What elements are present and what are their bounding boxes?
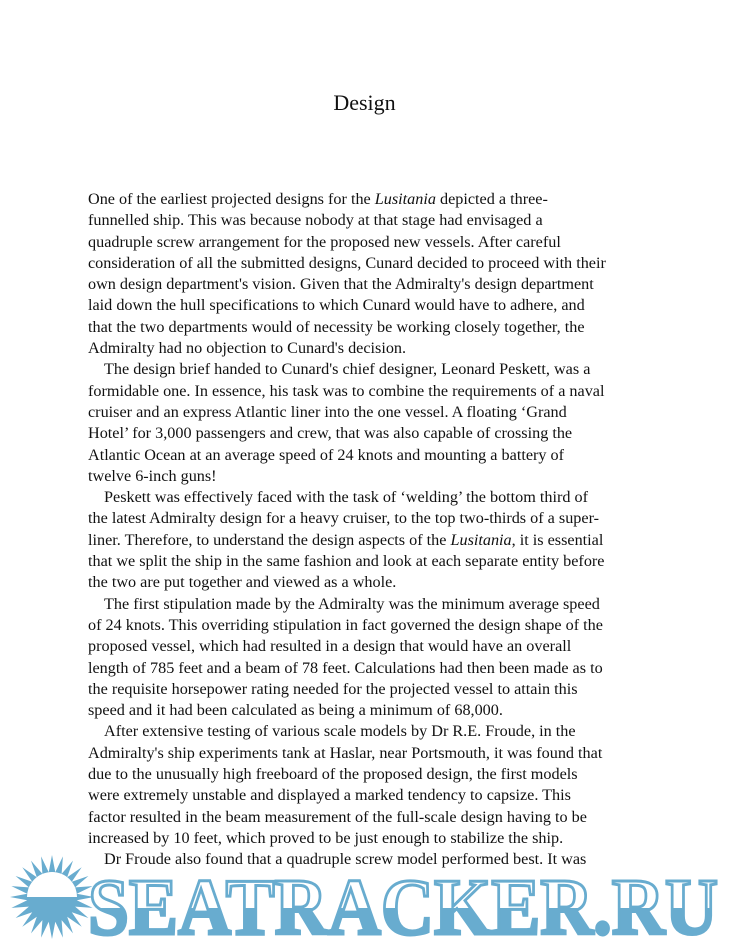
text-line [88, 551, 708, 572]
text-segment: The design brief handed to Cunard's chief designer, Leonard Peskett, was a [104, 360, 591, 379]
text-line [88, 487, 708, 508]
text-line [88, 402, 708, 423]
text-line [88, 295, 708, 316]
text-segment: factor resulted in the beam measurement of the full-scale design having to be [88, 807, 587, 826]
text-segment: the two are put together and viewed as a whole. [88, 573, 397, 592]
text-line [88, 764, 708, 785]
text-segment: twelve 6-inch guns! [88, 466, 217, 485]
text-segment: own design department's vision. Given that the Admiralty's design department [88, 275, 594, 294]
text-line [88, 210, 708, 231]
text-segment: , it is essential [511, 530, 604, 549]
text-segment: cruiser and an express Atlantic liner into the one vessel. A floating ‘Grand [88, 402, 567, 421]
paragraph [88, 721, 708, 849]
italic-ship-name: Lusitania [450, 530, 512, 549]
text-line [88, 359, 708, 380]
text-segment: The first stipulation made by the Admiralty was the minimum average speed [104, 594, 600, 613]
text-segment: consideration of all the submitted designs, Cunard decided to proceed with their [88, 253, 606, 272]
text-segment: of 24 knots. This overriding stipulation in fact governed the design shape of the [88, 615, 603, 634]
text-line [88, 828, 708, 849]
text-line [88, 658, 708, 679]
text-segment: increased by 10 feet, which proved to be just enough to stabilize the ship. [88, 828, 564, 847]
text-segment: the requisite horsepower rating needed for the projected vessel to attain this [88, 679, 578, 698]
text-line [88, 189, 708, 210]
text-segment: laid down the hull specifications to which Cunard would have to adhere, and [88, 296, 585, 315]
text-line [88, 572, 708, 593]
paragraph [88, 487, 708, 593]
text-line [88, 721, 708, 742]
text-segment: the latest Admiralty design for a heavy cruiser, to the top two-thirds of a super- [88, 509, 600, 528]
document-body [88, 189, 708, 871]
text-line [88, 700, 708, 721]
watermark [0, 854, 729, 940]
text-segment: Admiralty had no objection to Cunard's decision. [88, 339, 407, 358]
text-segment: Admiralty's ship experiments tank at Haslar, near Portsmouth, it was found that [88, 743, 603, 762]
text-line [88, 445, 708, 466]
text-line [88, 338, 708, 359]
text-line [88, 743, 708, 764]
text-segment: liner. Therefore, to understand the design aspects of the [88, 530, 451, 549]
text-line [88, 636, 708, 657]
text-segment: Atlantic Ocean at an average speed of 24 knots and mounting a battery of [88, 445, 565, 464]
text-line [88, 317, 708, 338]
text-segment: length of 785 feet and a beam of 78 feet. Calculations had then been made as to [88, 658, 603, 677]
text-line [88, 253, 708, 274]
text-segment: Peskett was effectively faced with the task of ‘welding’ the bottom third of [104, 488, 588, 507]
sun-logo-icon [10, 855, 94, 939]
text-segment: proposed vessel, which had resulted in a design that would have an overall [88, 637, 572, 656]
text-segment: were extremely unstable and displayed a marked tendency to capsize. This [88, 786, 571, 805]
text-segment: Dr Froude also found that a quadruple screw model performed best. It was [104, 850, 587, 869]
text-segment: speed and it had been calculated as being a minimum of 68,000. [88, 701, 503, 720]
italic-ship-name: Lusitania [374, 190, 436, 208]
page-title: Design [333, 90, 396, 115]
text-line [88, 615, 708, 636]
text-line [88, 466, 708, 487]
text-segment: due to the unusually high freeboard of the proposed design, the first models [88, 765, 578, 784]
text-line [88, 785, 708, 806]
text-line [88, 508, 708, 529]
text-segment: One of the earliest projected designs for the [88, 190, 375, 208]
text-line [88, 530, 708, 551]
text-segment: Hotel’ for 3,000 passengers and crew, that was also capable of crossing the [88, 424, 573, 443]
text-line [88, 807, 708, 828]
watermark-text: SEATRACKER.RU [88, 864, 718, 940]
text-line [88, 423, 708, 444]
text-segment: funnelled ship. This was because nobody at that stage had envisaged a [88, 211, 543, 230]
text-segment: formidable one. In essence, his task was to combine the requirements of a naval [88, 381, 605, 400]
text-line [88, 594, 708, 615]
text-segment: After extensive testing of various scale models by Dr R.E. Froude, in the [104, 722, 576, 741]
paragraph [88, 594, 708, 722]
text-line [88, 679, 708, 700]
text-segment: that the two departments would of necessity be working closely together, the [88, 317, 585, 336]
text-line [88, 274, 708, 295]
text-segment: quadruple screw arrangement for the proposed new vessels. After careful [88, 232, 561, 251]
text-line [88, 232, 708, 253]
paragraph [88, 359, 708, 487]
text-segment: that we split the ship in the same fashion and look at each separate entity before [88, 552, 605, 571]
text-line [88, 381, 708, 402]
paragraph [88, 189, 708, 359]
text-segment: depicted a three- [435, 190, 548, 208]
